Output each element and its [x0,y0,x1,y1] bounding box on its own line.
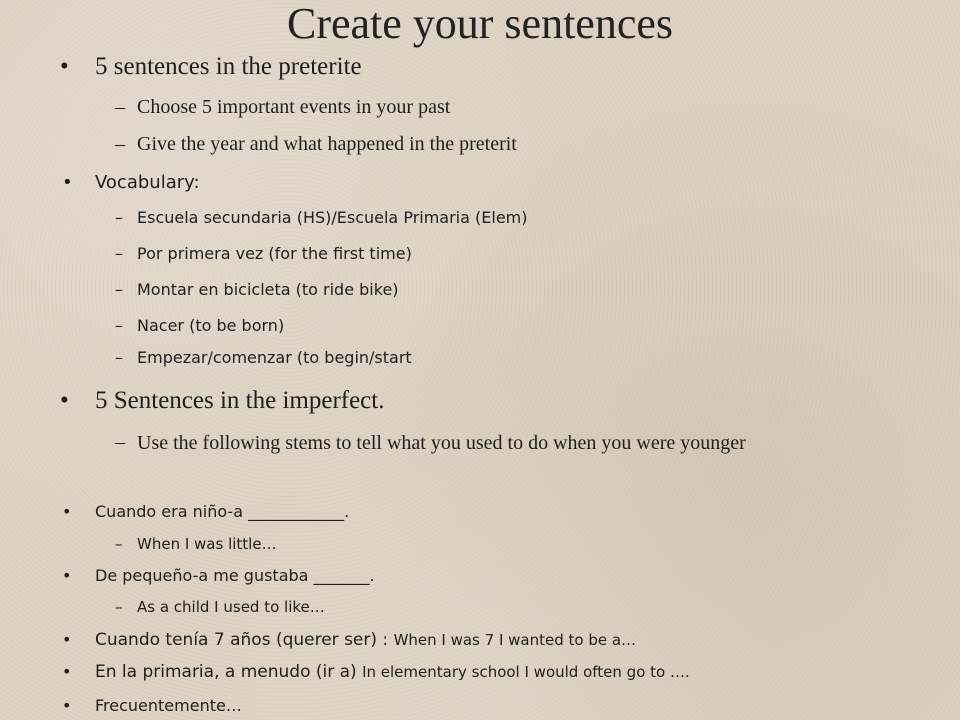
stem-translation: In elementary school I would often go to …. [362,663,690,681]
bullet: • [60,387,69,414]
vocabulary-item: Montar en bicicleta (to ride bike) [137,280,399,299]
stem: Frecuentemente… [95,696,242,715]
bullet: • [60,53,69,80]
stem: De pequeño-a me gustaba _______. [95,566,375,585]
bullet: • [62,630,72,649]
preterite-heading: 5 sentences in the preterite [95,53,362,80]
vocabulary-item: Empezar/comenzar (to begin/start [137,348,412,367]
bullet: • [62,172,73,193]
dash: – [115,280,123,299]
stem-inline [95,662,690,682]
imperfect-heading: 5 Sentences in the imperfect. [95,387,385,414]
dash: – [115,431,125,453]
preterite-item: Choose 5 important events in your past [137,96,451,118]
stem-translation: As a child I used to like… [137,598,325,616]
dash: – [115,133,125,155]
bullet: • [62,662,72,681]
vocabulary-item: Por primera vez (for the first time) [137,244,412,263]
vocabulary-item: Escuela secundaria (HS)/Escuela Primaria (Elem) [137,208,528,227]
dash: – [115,316,123,335]
stem: Cuando era niño-a ____________. [95,502,350,521]
slide-title: Create your sentences [286,0,674,48]
stem-translation: When I was little… [137,535,277,553]
stem-translation: When I was 7 I wanted to be a… [393,631,637,649]
dash: – [115,598,123,616]
vocabulary-heading: Vocabulary: [95,172,200,193]
dash: – [115,348,123,367]
bullet: • [62,566,72,585]
dash: – [115,535,123,553]
stem-text: En la primaria, a menudo (ir a) [95,662,357,682]
dash: – [115,96,125,118]
vocabulary-item: Nacer (to be born) [137,316,285,335]
stem-inline [95,630,636,650]
preterite-item: Give the year and what happened in the preterit [137,133,517,155]
imperfect-instruction: Use the following stems to tell what you used to do when you were younger [137,432,746,454]
dash: – [115,244,123,263]
dash: – [115,208,123,227]
bullet: • [62,502,72,521]
bullet: • [62,696,72,715]
stem-text: Cuando tenía 7 años (querer ser) : [95,630,389,650]
